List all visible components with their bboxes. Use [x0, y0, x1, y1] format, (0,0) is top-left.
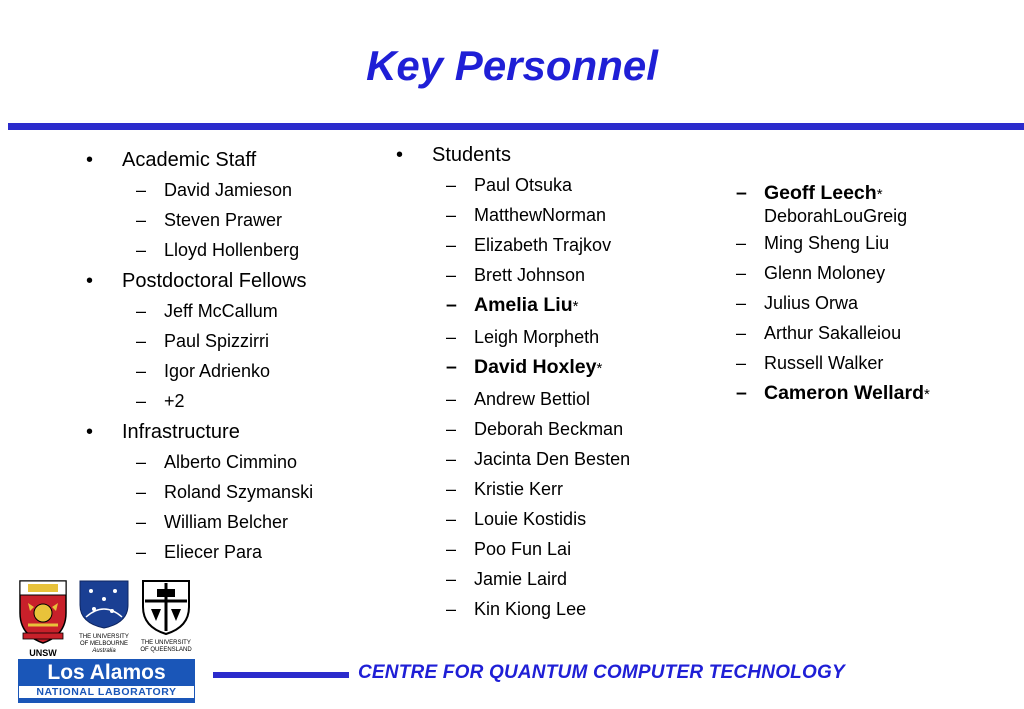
students-list [446, 170, 631, 624]
person-item [736, 258, 930, 288]
unsw-caption: UNSW [29, 648, 57, 658]
person-name: William Belcher [164, 512, 289, 532]
dash-mark: – [136, 240, 147, 260]
bullet-mark: • [396, 144, 404, 166]
person-name: Brett Johnson [474, 265, 586, 285]
dash-mark: – [446, 509, 457, 529]
person-name: DeborahLouGreig [764, 206, 908, 226]
dash-mark: – [136, 452, 147, 472]
unsw-logo [18, 579, 68, 658]
students-heading [396, 143, 630, 167]
person-item [136, 296, 313, 326]
bullet-mark: • [86, 270, 94, 292]
person-name: Igor Adrienko [164, 361, 271, 381]
person-name: David Hoxley [474, 356, 597, 378]
dash-mark: – [446, 539, 457, 559]
dash-mark: – [136, 361, 147, 381]
person-name: Ming Sheng Liu [764, 233, 890, 253]
dash-mark: – [446, 599, 457, 619]
person-item [446, 504, 630, 534]
person-name: Jamie Laird [474, 569, 568, 589]
person-name: Poo Fun Lai [474, 539, 572, 559]
person-item [446, 352, 630, 384]
person-name: Russell Walker [764, 353, 884, 373]
group-heading [86, 420, 313, 444]
dash-mark: – [736, 233, 747, 253]
group-label: Postdoctoral Fellows [122, 270, 307, 292]
melbourne-crest-icon [76, 579, 132, 629]
students-column-continued [736, 178, 930, 410]
dash-mark: – [736, 323, 747, 343]
person-name: Glenn Moloney [764, 263, 886, 283]
group-members [136, 175, 313, 265]
group-label: Students [432, 144, 511, 166]
person-item [136, 205, 313, 235]
person-name: Leigh Morpheth [474, 327, 600, 347]
person-name: Roland Szymanski [164, 482, 314, 502]
dash-mark: – [736, 353, 747, 373]
dash-mark: – [446, 294, 457, 316]
dash-mark: – [736, 293, 747, 313]
dash-mark: – [736, 382, 747, 404]
person-item [446, 414, 630, 444]
dash-mark: – [136, 542, 147, 562]
person-item [736, 288, 930, 318]
dash-mark: – [446, 205, 457, 225]
dash-mark: – [446, 175, 457, 195]
person-item [736, 318, 930, 348]
person-item [136, 477, 314, 507]
person-item [446, 322, 630, 352]
melbourne-caption: THE UNIVERSITY OF MELBOURNE [79, 634, 129, 647]
dash-mark: – [136, 391, 147, 411]
group-label: Academic Staff [122, 149, 257, 171]
person-item [136, 386, 313, 416]
person-item [446, 260, 630, 290]
asterisk-mark: * [596, 360, 603, 377]
dash-mark: – [446, 327, 457, 347]
dash-mark: – [136, 301, 147, 321]
dash-mark: – [136, 180, 147, 200]
person-item [446, 444, 631, 474]
person-name: Louie Kostidis [474, 509, 587, 529]
person-name: +2 [164, 391, 185, 411]
melbourne-sub: Australia [92, 648, 116, 654]
group-members [136, 296, 313, 416]
person-name: Arthur Sakalleiou [764, 323, 902, 343]
person-item [136, 537, 313, 567]
person-name: Deborah Beckman [474, 419, 624, 439]
person-item [446, 200, 630, 230]
uq-caption: THE UNIVERSITY OF QUEENSLAND [140, 640, 192, 653]
person-item [446, 564, 630, 594]
dash-mark: – [446, 449, 457, 469]
asterisk-mark: * [924, 386, 930, 403]
person-name: Steven Prawer [164, 210, 283, 230]
dash-mark: – [446, 356, 457, 378]
uq-crest-icon [137, 579, 195, 635]
person-item [446, 384, 630, 414]
person-name: Andrew Bettiol [474, 389, 591, 409]
lanl-sub: NATIONAL LABORATORY [19, 686, 194, 698]
unsw-crest-icon [18, 579, 68, 645]
person-item [446, 474, 630, 504]
person-name: Paul Spizzirri [164, 331, 270, 351]
person-item [764, 204, 930, 228]
group-heading [86, 148, 313, 172]
dash-mark: – [736, 263, 747, 283]
dash-mark: – [446, 389, 457, 409]
lanl-name: Los Alamos [47, 661, 166, 684]
asterisk-mark: * [876, 186, 883, 203]
person-name: Paul Otsuka [474, 175, 573, 195]
group-members [136, 447, 314, 567]
group-label: Infrastructure [122, 421, 240, 443]
person-item [136, 447, 313, 477]
melbourne-logo [76, 579, 132, 655]
footer-text: CENTRE FOR QUANTUM COMPUTER TECHNOLOGY [358, 662, 845, 683]
person-item [136, 356, 313, 386]
group-heading [86, 269, 313, 293]
dash-mark: – [136, 512, 147, 532]
person-item [446, 170, 630, 200]
person-name: Kin Kiong Lee [474, 599, 587, 619]
dash-mark: – [446, 569, 457, 589]
person-name: Alberto Cimmino [164, 452, 298, 472]
person-name: Jeff McCallum [164, 301, 278, 321]
person-name: David Jamieson [164, 180, 293, 200]
los-alamos-logo [18, 659, 195, 703]
staff-column [86, 148, 314, 571]
person-name: Julius Orwa [764, 293, 859, 313]
person-item [736, 348, 930, 378]
title-divider [8, 123, 1024, 130]
person-item [136, 507, 313, 537]
person-name: Amelia Liu [474, 294, 573, 316]
asterisk-mark: * [572, 298, 579, 315]
students-column [396, 143, 631, 624]
person-name: Kristie Kerr [474, 479, 564, 499]
person-item [446, 594, 630, 624]
dash-mark: – [446, 479, 457, 499]
person-item [446, 230, 630, 260]
person-item [136, 235, 313, 265]
person-name: Elizabeth Trajkov [474, 235, 612, 255]
dash-mark: – [136, 210, 147, 230]
person-item [446, 534, 630, 564]
dash-mark: – [736, 182, 747, 204]
person-item [736, 228, 930, 258]
bullet-mark: • [86, 421, 94, 443]
dash-mark: – [446, 419, 457, 439]
dash-mark: – [446, 235, 457, 255]
person-item [446, 290, 630, 322]
bullet-mark: • [86, 149, 94, 171]
person-name: Cameron Wellard [764, 382, 925, 404]
footer-divider [213, 672, 349, 678]
person-name: MatthewNorman [474, 205, 607, 225]
person-name: Jacinta Den Besten [474, 449, 631, 469]
person-item [736, 378, 930, 410]
dash-mark: – [136, 331, 147, 351]
page-title: Key Personnel [366, 42, 658, 89]
person-name: Geoff Leech [764, 182, 877, 204]
person-item [136, 326, 313, 356]
dash-mark: – [136, 482, 147, 502]
person-name: Lloyd Hollenberg [164, 240, 300, 260]
person-item [136, 175, 313, 205]
dash-mark: – [446, 265, 457, 285]
person-name: Eliecer Para [164, 542, 263, 562]
uq-logo [137, 579, 195, 655]
